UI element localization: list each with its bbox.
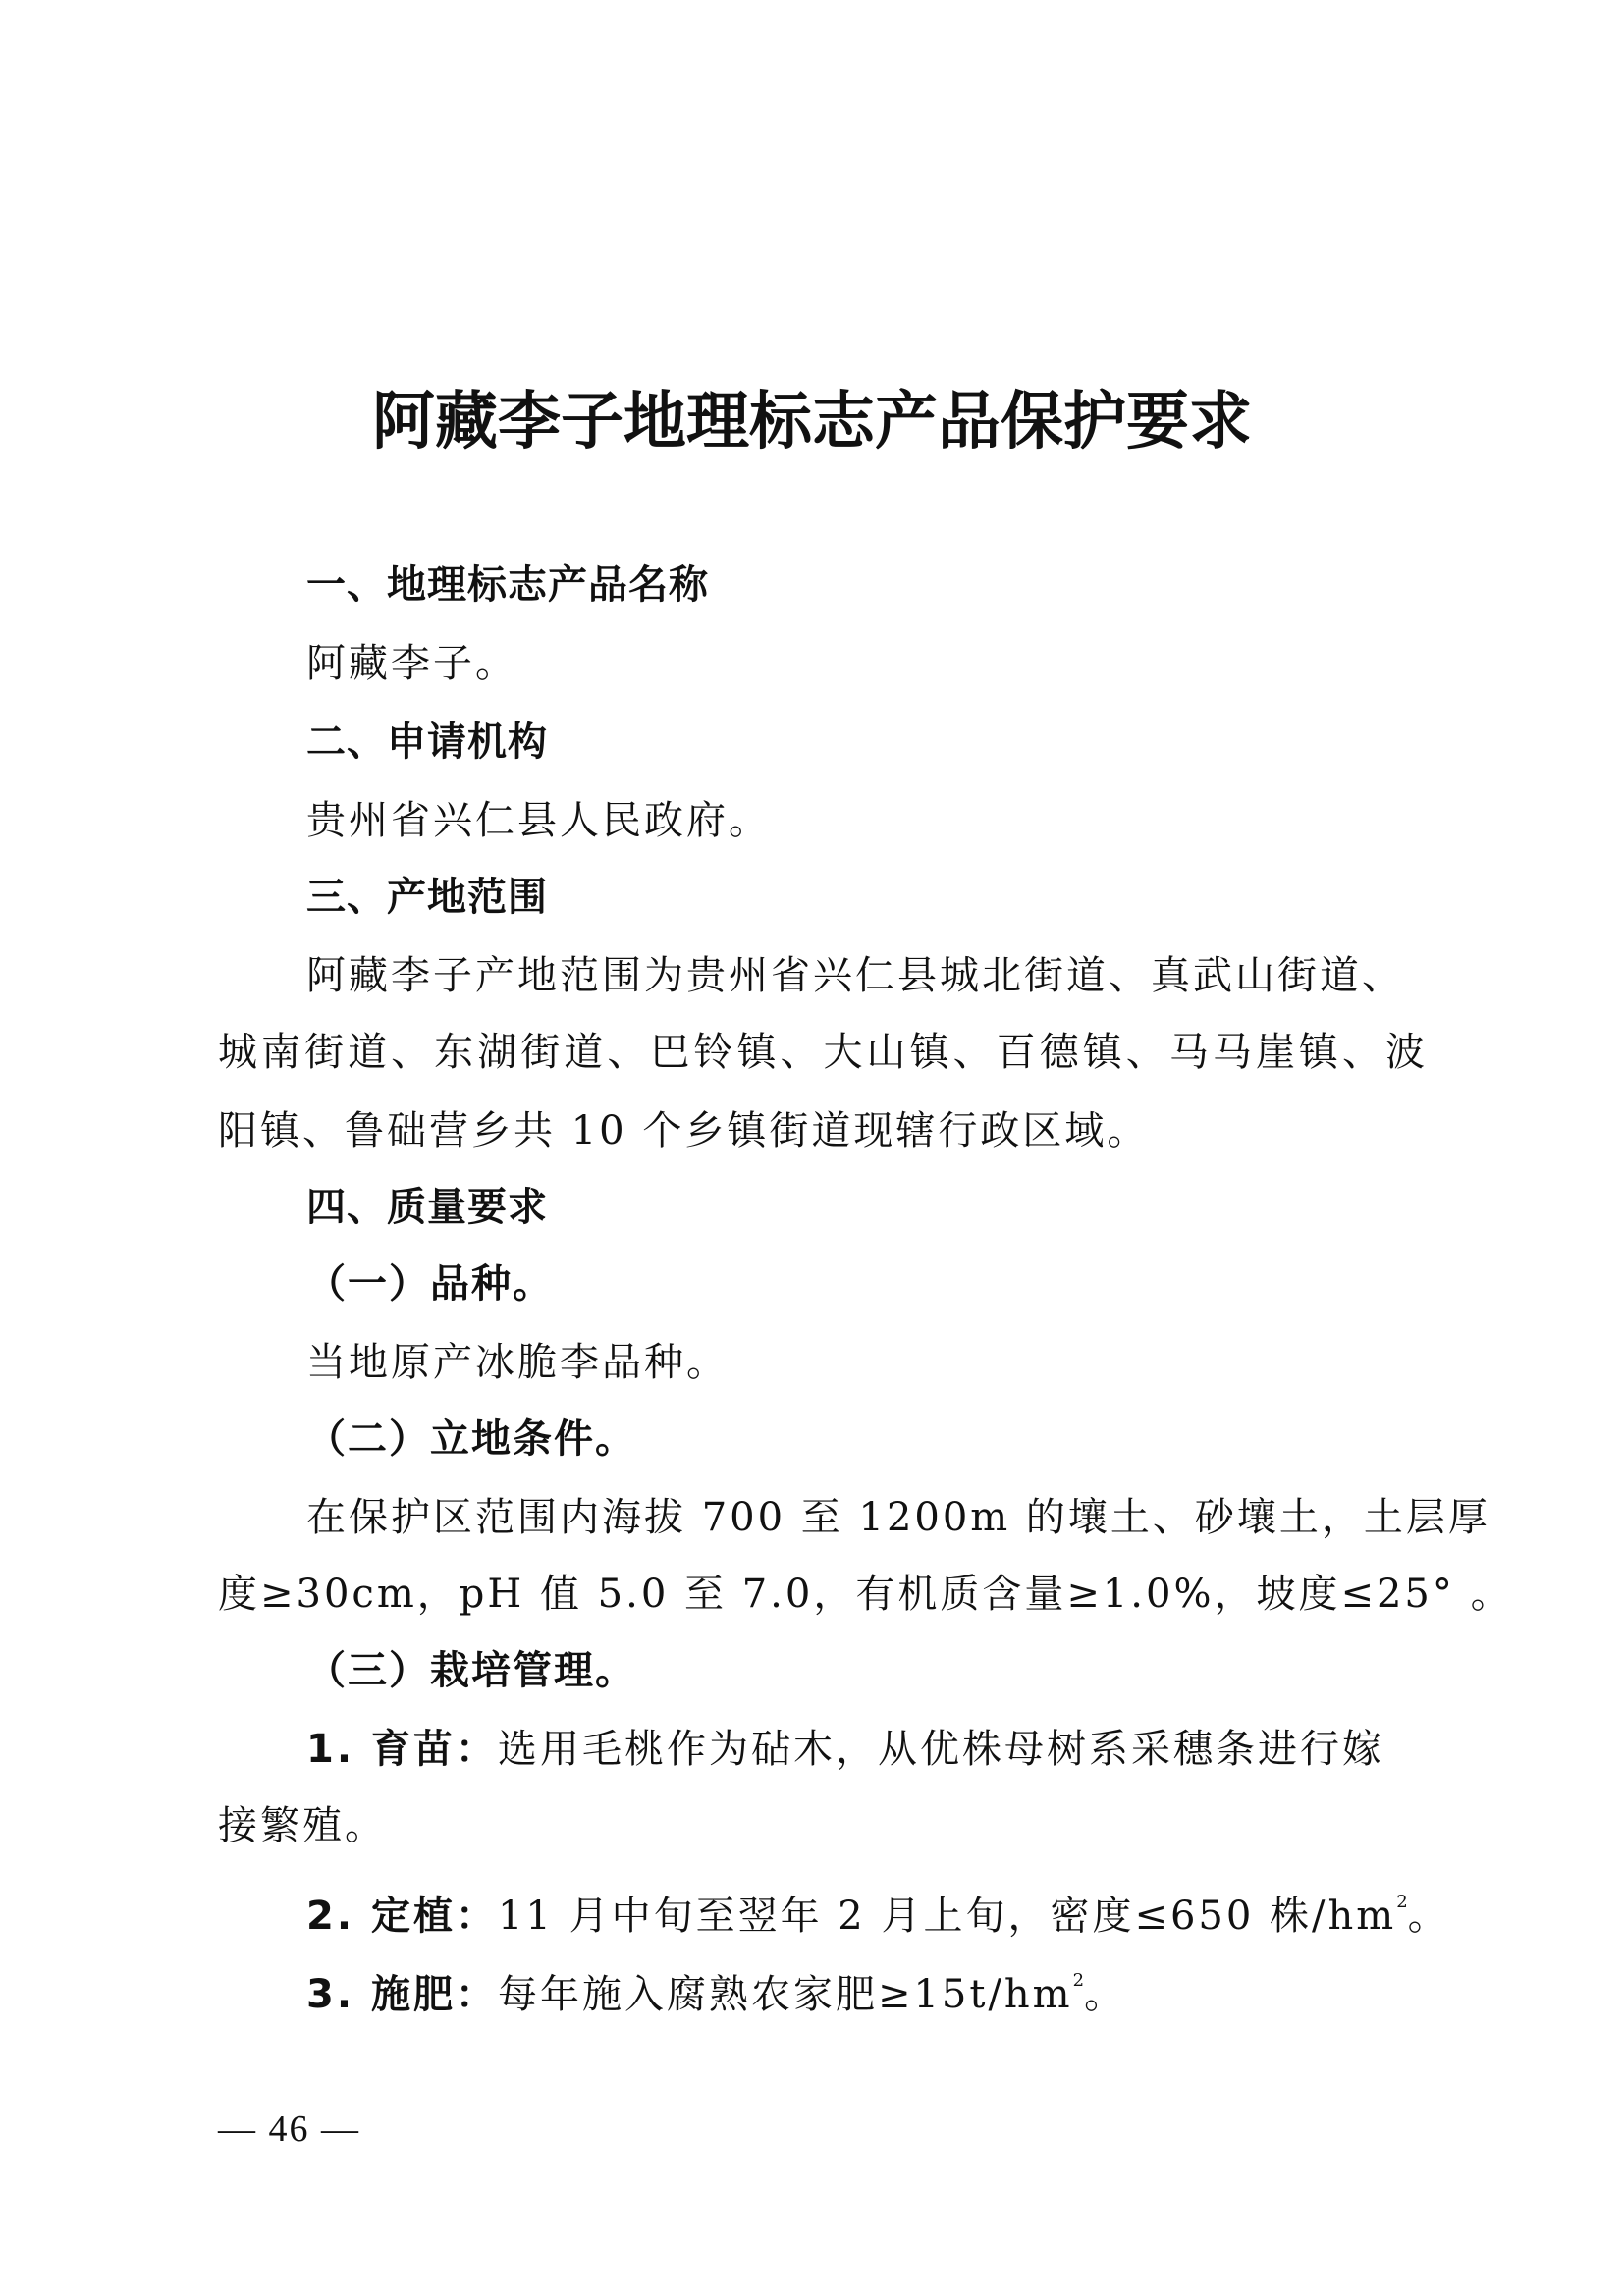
section-heading-3: 三、产地范围 — [306, 875, 548, 920]
list-item-1 — [306, 1722, 1384, 1777]
paragraph-line: 度≥30cm，pH 值 5.0 至 7.0，有机质含量≥1.0%，坡度≤25° 。 — [218, 1572, 1513, 1617]
list-item-label: 2. 定植： — [306, 1894, 498, 1939]
list-item-text: 选用毛桃作为砧木，从优株母树系采穗条进行嫁 — [497, 1727, 1384, 1772]
page-title: 阿藏李子地理标志产品保护要求 — [372, 386, 1252, 458]
list-item-end: 。 — [1084, 1972, 1127, 2017]
list-item-3 — [306, 1953, 1126, 2022]
subsection-heading-2: （二）立地条件。 — [306, 1416, 636, 1462]
paragraph-line: 在保护区范围内海拔 700 至 1200m 的壤土、砂壤土，土层厚 — [306, 1495, 1490, 1540]
paragraph-line: 阳镇、鲁础营乡共 10 个乡镇街道现辖行政区域。 — [218, 1108, 1150, 1153]
list-item-text: 每年施入腐熟农家肥≥15t/hm — [497, 1972, 1073, 2017]
paragraph-line: 接繁殖。 — [218, 1803, 387, 1848]
section-heading-2: 二、申请机构 — [306, 720, 548, 765]
list-item-end: 。 — [1407, 1894, 1450, 1939]
subsection-heading-1: （一）品种。 — [306, 1261, 554, 1307]
page-number: — 46 — — [218, 2109, 360, 2150]
section-heading-4: 四、质量要求 — [306, 1185, 548, 1230]
list-item-label: 1. 育苗： — [306, 1727, 498, 1772]
paragraph-line: 阿藏李子产地范围为贵州省兴仁县城北街道、真武山街道、 — [306, 953, 1404, 998]
list-item-text: 11 月中旬至翌年 2 月上旬，密度≤650 株/hm — [497, 1894, 1397, 1939]
section-text-2: 贵州省兴仁县人民政府。 — [306, 798, 771, 843]
subsection-heading-3: （三）栽培管理。 — [306, 1648, 636, 1693]
superscript: 2 — [1072, 1970, 1085, 1991]
paragraph-line: 城南街道、东湖街道、巴铃镇、大山镇、百德镇、马马崖镇、波 — [218, 1030, 1428, 1075]
section-text-1: 阿藏李子。 — [306, 641, 517, 686]
superscript: 2 — [1396, 1892, 1408, 1912]
list-item-2 — [306, 1875, 1450, 1944]
section-heading-1: 一、地理标志产品名称 — [306, 562, 709, 608]
subsection-text-1: 当地原产冰脆李品种。 — [306, 1340, 729, 1385]
list-item-label: 3. 施肥： — [306, 1972, 498, 2017]
